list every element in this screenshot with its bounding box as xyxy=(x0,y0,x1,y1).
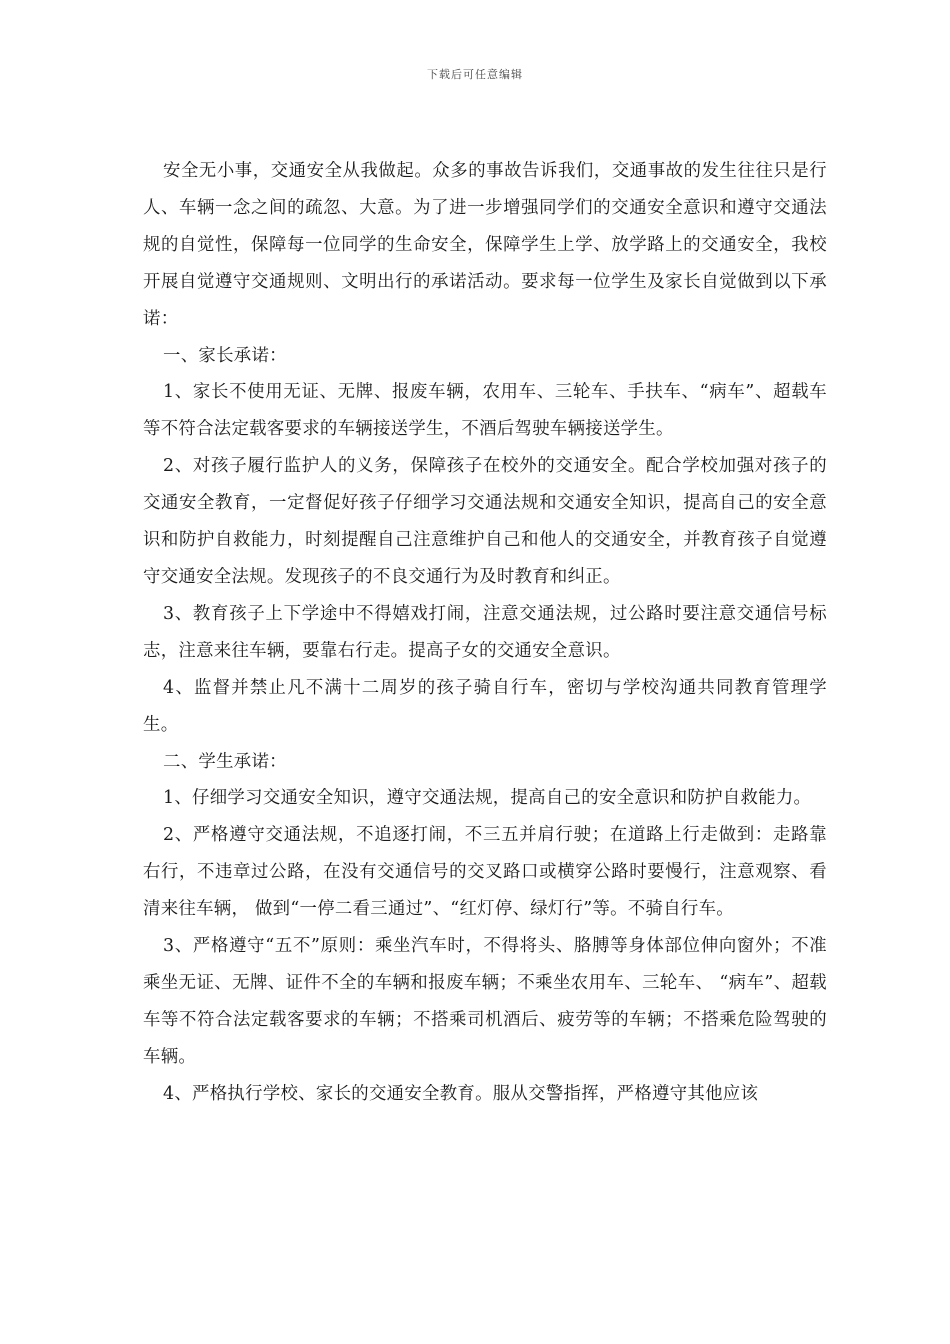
section-title-students: 二、学生承诺： xyxy=(163,751,287,772)
parent-item-2: 2、对孩子履行监护人的义务，保障孩子在校外的交通安全。配合学校加强对孩子的交通安全教育，一定督促好孩子仔细学习交通法规和交通安全知识，提高自己的安全意识和防护自救能力，时刻提醒自己注意维护自己和他人的交通安全，并教育孩子自觉遵守交通安全法规。发现孩子的不良交通行为及时教育和纠正。 xyxy=(143,456,827,587)
student-item-1: 1、仔细学习交通安全知识，遵守交通法规，提高自己的安全意识和防护自救能力。 xyxy=(163,788,812,809)
parent-item-3: 3、教育孩子上下学途中不得嬉戏打闹，注意交通法规，过公路时要注意交通信号标志，注意来往车辆，要靠右行走。提高子女的交通安全意识。 xyxy=(143,603,827,661)
document-body xyxy=(143,153,827,1113)
parent-item-1: 1、家长不使用无证、无牌、报废车辆，农用车、三轮车、手扶车、“病车”、超载车等不符合法定载客要求的车辆接送学生，不酒后驾驶车辆接送学生。 xyxy=(143,382,827,440)
student-item-2: 2、严格遵守交通法规，不追逐打闹，不三五并肩行驶；在道路上行走做到：走路靠右行，不违章过公路，在没有交通信号的交叉路口或横穿公路时要慢行，注意观察、看清来往车辆， 做到“一停二看三通过”、“红灯停、绿灯行”等。不骑自行车。 xyxy=(143,825,827,920)
student-item-3: 3、严格遵守“五不”原则：乘坐汽车时，不得将头、胳膊等身体部位伸向窗外；不准乘坐无证、无牌、证件不全的车辆和报废车辆；不乘坐农用车、三轮车、 “病车”、超载车等不符合法定载客要求的车辆；不搭乘司机酒后、疲劳等的车辆；不搭乘危险驾驶的车辆。 xyxy=(143,936,827,1067)
intro-paragraph: 安全无小事，交通安全从我做起。众多的事故告诉我们，交通事故的发生往往只是行人、车辆一念之间的疏忽、大意。为了进一步增强同学们的交通安全意识和遵守交通法规的自觉性，保障每一位同学的生命安全，保障学生上学、放学路上的交通安全，我校开展自觉遵守交通规则、文明出行的承诺活动。要求每一位学生及家长自觉做到以下承诺： xyxy=(143,161,827,329)
parent-item-4: 4、监督并禁止凡不满十二周岁的孩子骑自行车，密切与学校沟通共同教育管理学生。 xyxy=(143,677,827,735)
student-item-4: 4、严格执行学校、家长的交通安全教育。服从交警指挥，严格遵守其他应该 xyxy=(163,1083,759,1104)
section-title-parents: 一、家长承诺： xyxy=(163,345,287,366)
header-note: 下载后可任意编辑 xyxy=(427,68,523,81)
